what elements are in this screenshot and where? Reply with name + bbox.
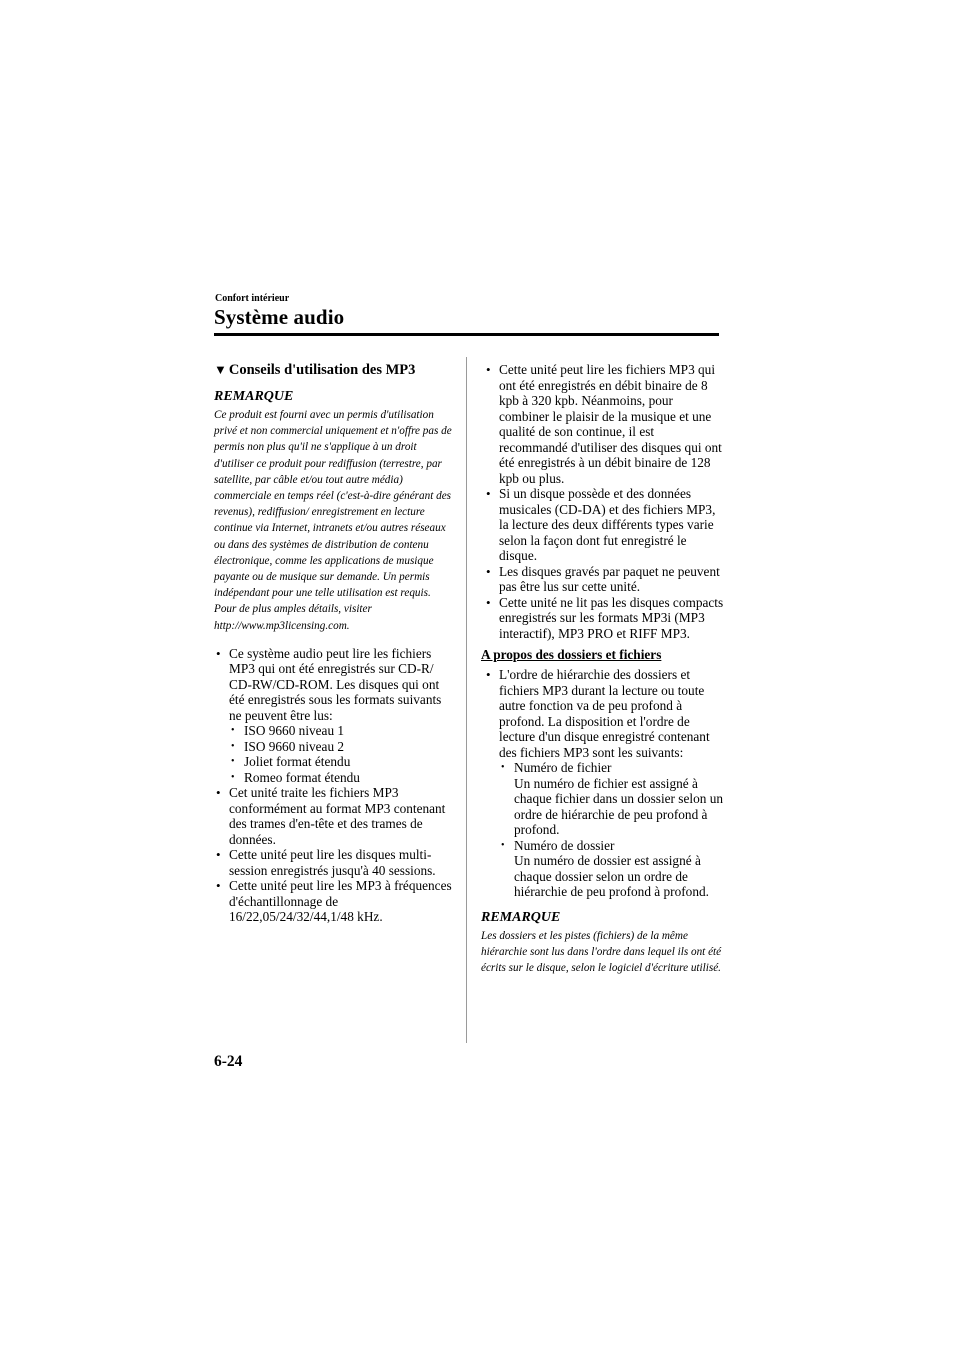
list-item bbox=[484, 362, 724, 486]
note-title: REMARQUE bbox=[214, 389, 294, 404]
small-bullet-icon: • bbox=[501, 762, 505, 773]
small-bullet-icon: • bbox=[501, 839, 505, 851]
mp3-bullet-list-continued bbox=[484, 362, 724, 641]
list-item-text: Cette unité peut lire les fichiers MP3 qui ont été enregistrés en débit binaire de 8 kpb à 320 kpb. Néanmoins, pour combiner le plaisir de la musique et une qualité de son continue, il est recommandé d'utiliser des disques qui ont été enregistrés à un débit binaire de 128 kpb ou plus. bbox=[499, 362, 722, 486]
format-item-text: ISO 9660 niveau 1 bbox=[244, 723, 345, 739]
format-item bbox=[229, 754, 454, 770]
mp3-bullet-list bbox=[214, 646, 454, 925]
small-bullet-icon: • bbox=[231, 740, 235, 752]
numbering-item-text: Un numéro de fichier est assigné à chaque fichier dans un dossier selon un ordre de hiérarchie de peu profond à profond. bbox=[514, 775, 723, 837]
format-item bbox=[229, 739, 454, 755]
list-item-text: Les disques gravés par paquet ne peuvent pas être lus sur cette unité. bbox=[499, 563, 720, 594]
hierarchy-list bbox=[484, 667, 724, 900]
mp3-tips-heading-text: Conseils d'utilisation des MP3 bbox=[228, 362, 416, 378]
section-title: Système audio bbox=[214, 305, 345, 329]
bullet-icon: • bbox=[486, 563, 491, 579]
bullet-icon: • bbox=[216, 847, 221, 863]
numbering-item-title: Numéro de fichier bbox=[514, 760, 612, 775]
list-item bbox=[214, 847, 454, 878]
list-item bbox=[484, 486, 724, 564]
list-item bbox=[214, 646, 454, 786]
format-item-text: Romeo format étendu bbox=[244, 769, 360, 785]
format-list bbox=[229, 723, 454, 785]
folders-files-subheading: A propos des dossiers et fichiers bbox=[481, 647, 662, 662]
list-item-text: Cette unité peut lire les disques multi- session enregistrés jusqu'à 40 sessions. bbox=[229, 847, 436, 878]
numbering-item-text: Un numéro de dossier est assigné à chaque dossier selon un ordre de hiérarchie de peu profond à profond. bbox=[514, 853, 709, 899]
note-title: REMARQUE bbox=[481, 909, 561, 925]
numbering-item bbox=[499, 760, 724, 838]
small-bullet-icon: • bbox=[231, 725, 235, 737]
left-column bbox=[214, 362, 454, 925]
chapter-label: Confort intérieur bbox=[215, 293, 290, 304]
bullet-icon: • bbox=[216, 785, 221, 801]
list-item-text: Ce système audio peut lire les fichiers MP3 qui ont été enregistrés sur CD-R/ CD-RW/CD-ROM. Les disques qui ont été enregistrés sous les formats suivants ne peuvent être lus: bbox=[229, 645, 442, 723]
triangle-down-icon: ▼ bbox=[214, 362, 227, 377]
page-number: 6-24 bbox=[214, 1053, 243, 1070]
list-item bbox=[214, 785, 454, 847]
list-item-text: Cette unité ne lit pas les disques compacts enregistrés sur les formats MP3i (MP3 interactif), MP3 PRO et RIFF MP3. bbox=[499, 594, 724, 641]
format-item bbox=[229, 770, 454, 786]
format-item bbox=[229, 723, 454, 739]
note-order-text: Les dossiers et les pistes (fichiers) de la même hiérarchie sont lus dans l'ordre dans lequel ils ont été écrits sur le disque, selon le logiciel d'écriture utilisé. bbox=[481, 929, 722, 974]
list-item bbox=[484, 667, 724, 900]
numbering-item-title: Numéro de dossier bbox=[514, 837, 615, 853]
numbering-item bbox=[499, 838, 724, 900]
bullet-icon: • bbox=[486, 486, 491, 501]
note-license-text: Ce produit est fourni avec un permis d'utilisation privé et non commercial uniquement et n'offre pas de permis non plus qu'il ne s'applique à un droit d'utiliser ce produit pour rediffusion (terrestre, par satellite, par câble et/ou tout autre média) commerciale en temps réel (c'est-à-dire générant des revenus), rediffusion/ enregistrement en lecture continue via Internet, intranets et/ou autres réseaux ou dans des systèmes de distribution de contenu électronique, comme les applications de musique payante ou de musique sur demande. Un permis indépendant pour une telle utilisation est requis. Pour de plus amples détails, visiter http://www.mp3licensing.com. bbox=[214, 409, 452, 632]
list-item-text: L'ordre de hiérarchie des dossiers et fichiers MP3 durant la lecture ou toute autre fonction va de peu profond à profond. La disposition et l'ordre de lecture d'un disque enregistré contenant des fichiers MP3 sont les suivants: bbox=[499, 667, 710, 760]
format-item-text: ISO 9660 niveau 2 bbox=[244, 738, 345, 754]
list-item-text: Cette unité peut lire les MP3 à fréquences d'échantillonnage de 16/22,05/24/32/44,1/48 kHz. bbox=[229, 878, 452, 925]
list-item bbox=[214, 878, 454, 925]
format-item-text: Joliet format étendu bbox=[244, 754, 351, 770]
right-column bbox=[481, 362, 724, 976]
list-item-text: Si un disque possède et des données musicales (CD-DA) et des fichiers MP3, la lecture des deux différents types varie selon la façon dont fut enregistré le disque. bbox=[499, 486, 716, 563]
bullet-icon: • bbox=[486, 594, 491, 610]
bullet-icon: • bbox=[216, 878, 221, 894]
bullet-icon: • bbox=[216, 645, 221, 661]
header-rule bbox=[214, 333, 719, 336]
bullet-icon: • bbox=[486, 362, 491, 377]
small-bullet-icon: • bbox=[231, 771, 235, 783]
list-item bbox=[484, 595, 724, 642]
numbering-list bbox=[499, 760, 724, 900]
column-divider bbox=[466, 357, 467, 1043]
small-bullet-icon: • bbox=[231, 756, 235, 768]
bullet-icon: • bbox=[486, 667, 491, 682]
list-item bbox=[484, 564, 724, 595]
list-item-text: Cet unité traite les fichiers MP3 conformément au format MP3 contenant des trames d'en-tête et des trames de données. bbox=[229, 785, 446, 847]
mp3-tips-heading bbox=[214, 362, 454, 379]
